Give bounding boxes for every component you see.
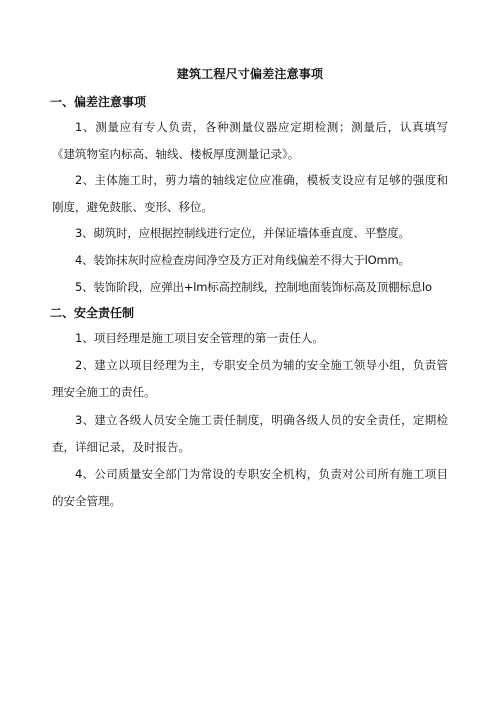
section-heading-safety: 二、安全责任制 xyxy=(50,306,135,320)
paragraph-responsibility-system: 3、建立各级人员安全施工责任制度，明确各级人员的安全责任，定期检查，详细记录，及时报告。 xyxy=(52,413,448,454)
paragraph-safety-group: 2、建立以项目经理为主，专职安全员为辅的安全施工领导小组，负责管理安全施工的责任。 xyxy=(52,358,448,399)
section-heading-deviation: 一、偏差注意事项 xyxy=(50,95,147,109)
paragraph-main-construction: 2、主体施工时，剪力墙的轴线定位应准确，模板支设应有足够的强度和刚度，避免鼓胀、变形、移位。 xyxy=(52,173,448,214)
paragraph-safety-department: 4、公司质量安全部门为常设的专职安全机构，负责对公司所有施工项目的安全管理。 xyxy=(52,467,448,508)
page-title: 建筑工程尺寸偏差注意事项 xyxy=(176,67,324,81)
paragraph-project-manager: 1、项目经理是施工项目安全管理的第一责任人。 xyxy=(75,331,324,345)
paragraph-measurement: 1、测量应有专人负责，各种测量仪器应定期检测；测量后，认真填写《建筑物室内标高、轴线、楼板厚度测量记录》。 xyxy=(52,120,448,161)
paragraph-plastering: 4、装饰抹灰时应检查房间净空及方正对角线偏差不得大于lOmm。 xyxy=(75,253,410,267)
paragraph-decoration-stage: 5、装饰阶段，应弹出+lm标高控制线，控制地面装饰标高及顶棚标息lo xyxy=(75,280,432,294)
paragraph-masonry: 3、砌筑时，应根据控制线进行定位，并保证墙体垂直度、平整度。 xyxy=(75,226,410,240)
